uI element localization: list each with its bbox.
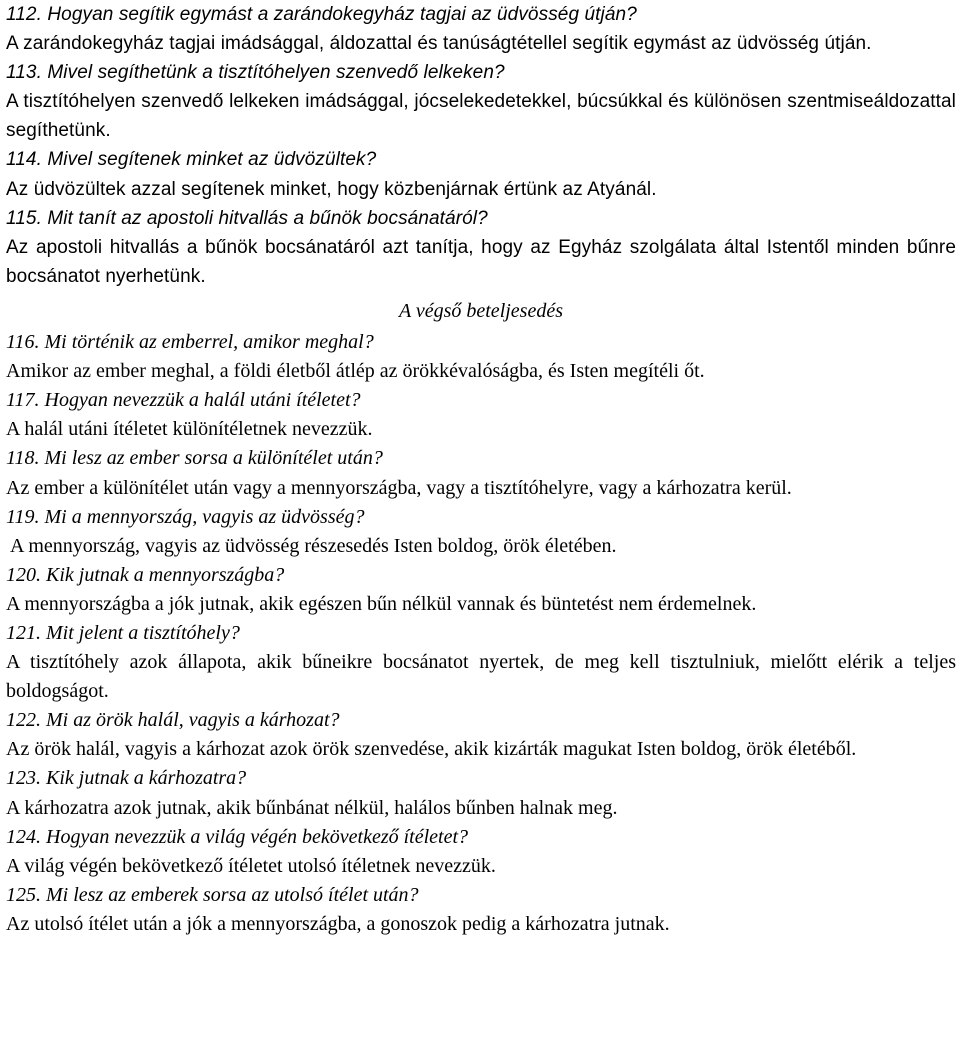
answer-115: Az apostoli hitvallás a bűnök bocsánatáról azt tanítja, hogy az Egyház szolgálata által Istentől minden bűnre bocsánatot nyerhetünk. <box>6 236 956 287</box>
question-120: 120. Kik jutnak a mennyországba? <box>6 563 285 586</box>
question-125: 125. Mi lesz az emberek sorsa az utolsó ítélet után? <box>6 883 419 906</box>
question-113: 113. Mivel segíthetünk a tisztítóhelyen szenvedő lelkeken? <box>6 62 505 84</box>
qa-block-120 <box>6 561 956 619</box>
qa-block-117 <box>6 386 956 444</box>
answer-124: A világ végén bekövetkező ítéletet utolsó ítéletnek nevezzük. <box>6 854 496 877</box>
answer-112: A zarándokegyház tagjai imádsággal, áldozattal és tanúságtétellel segítik egymást az üdvösség útján. <box>6 33 872 55</box>
answer-118: Az ember a különítélet után vagy a mennyországba, vagy a tisztítóhelyre, vagy a kárhozatra kerül. <box>6 476 792 499</box>
question-117: 117. Hogyan nevezzük a halál utáni ítéletet? <box>6 389 361 412</box>
qa-block-118 <box>6 444 956 502</box>
question-122: 122. Mi az örök halál, vagyis a kárhozat? <box>6 709 340 732</box>
answer-120: A mennyországba a jók jutnak, akik egészen bűn nélkül vannak és büntetést nem érdemelnek. <box>6 592 757 615</box>
qa-block-112 <box>6 0 956 58</box>
question-112: 112. Hogyan segítik egymást a zarándokegyház tagjai az üdvösség útján? <box>6 4 637 25</box>
qa-block-116 <box>6 328 956 386</box>
question-121: 121. Mit jelent a tisztítóhely? <box>6 621 240 644</box>
question-124: 124. Hogyan nevezzük a világ végén bekövetkező ítéletet? <box>6 825 469 848</box>
question-119: 119. Mi a mennyország, vagyis az üdvösség? <box>6 505 365 528</box>
answer-117: A halál utáni ítéletet különítéletnek nevezzük. <box>6 418 373 441</box>
question-123: 123. Kik jutnak a kárhozatra? <box>6 767 247 790</box>
answer-113: A tisztítóhelyen szenvedő lelkeken imádsággal, jócselekedetekkel, búcsúkkal és különösen szentmiseáldozattal segíthetünk. <box>6 91 956 142</box>
qa-block-122 <box>6 706 956 764</box>
qa-block-123 <box>6 764 956 822</box>
answer-116: Amikor az ember meghal, a földi életből átlép az örökkévalóságba, és Isten megítéli őt. <box>6 360 705 383</box>
qa-block-114 <box>6 145 956 203</box>
answer-123: A kárhozatra azok jutnak, akik bűnbánat nélkül, halálos bűnben halnak meg. <box>6 796 618 819</box>
catechism-page <box>6 0 956 939</box>
qa-block-124 <box>6 823 956 881</box>
question-116: 116. Mi történik az emberrel, amikor meghal? <box>6 331 374 354</box>
answer-125: Az utolsó ítélet után a jók a mennyországba, a gonoszok pedig a kárhozatra jutnak. <box>6 912 670 935</box>
answer-122: Az örök halál, vagyis a kárhozat azok örök szenvedése, akik kizárták magukat Isten boldog, örök életéből. <box>6 738 857 761</box>
qa-block-115 <box>6 204 956 291</box>
qa-block-113 <box>6 58 956 145</box>
section-heading: A végső beteljesedés <box>398 299 563 322</box>
question-114: 114. Mivel segítenek minket az üdvözültek? <box>6 149 377 171</box>
qa-block-121 <box>6 619 956 706</box>
qa-block-119 <box>6 503 956 561</box>
answer-121: A tisztítóhely azok állapota, akik bűneikre bocsánatot nyertek, de meg kell tisztulniuk, mielőtt elérik a teljes boldogságot. <box>6 651 956 703</box>
answer-114: Az üdvözültek azzal segítenek minket, hogy közbenjárnak értünk az Atyánál. <box>6 178 657 200</box>
answer-119: A mennyország, vagyis az üdvösség részesedés Isten boldog, örök életében. <box>10 534 617 557</box>
question-118: 118. Mi lesz az ember sorsa a különítélet után? <box>6 447 383 470</box>
qa-block-125 <box>6 881 956 939</box>
question-115: 115. Mit tanít az apostoli hitvallás a bűnök bocsánatáról? <box>6 207 488 229</box>
